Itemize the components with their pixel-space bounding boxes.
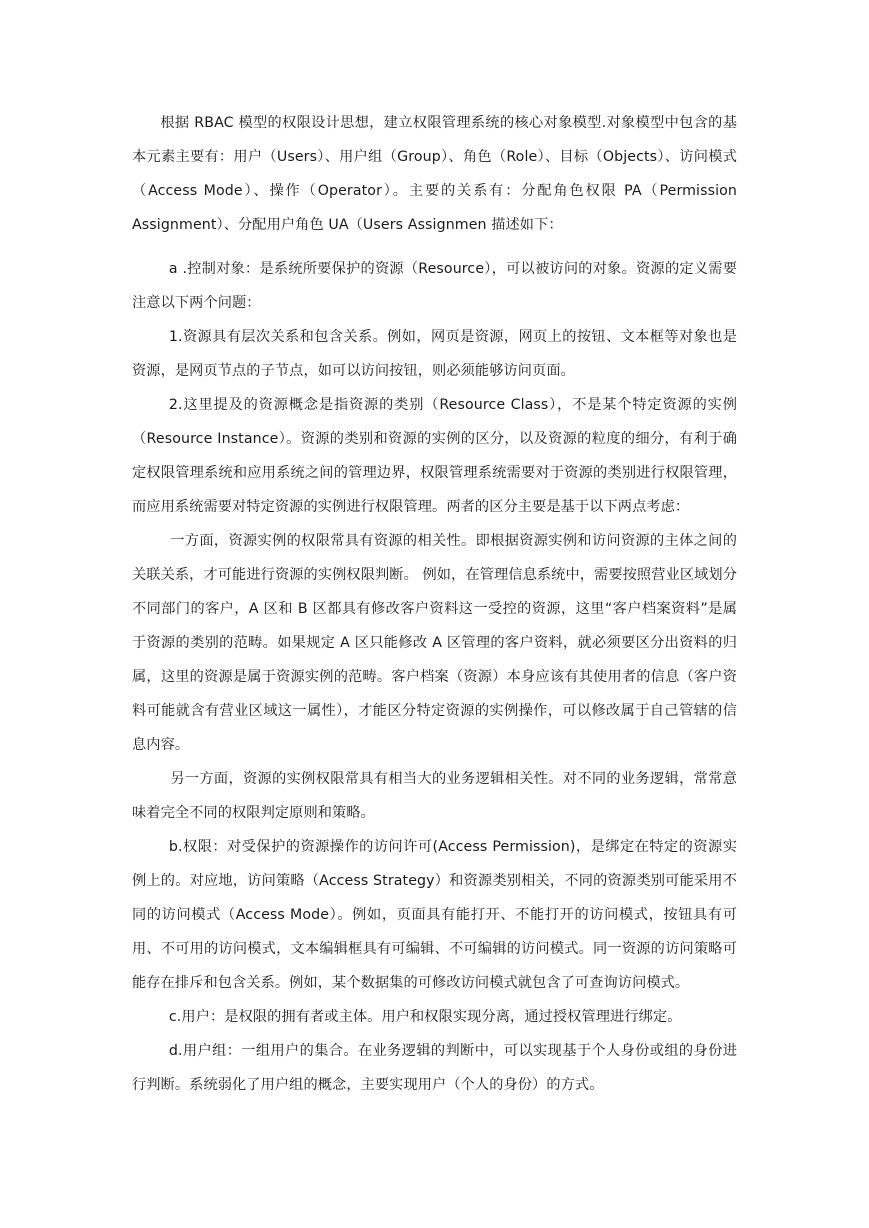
paragraph-resource-class: 2.这里提及的资源概念是指资源的类别（Resource Class），不是某个特定资源的实例（Resource Instance）。资源的类别和资源的实例的区分，以及资源的粒度的细分，有利于确定权限管理系统和应用系统之间的管理边界，权限管理系统需要对于资源的类别进行权限管理，而应用系统需要对特定资源的实例进行权限管理。两者的区分主要是基于以下两点考虑：: [132, 397, 737, 515]
paragraph-instance-relevance: 一方面，资源实例的权限常具有资源的相关性。即根据资源实例和访问资源的主体之间的关联关系，才可能进行资源的实例权限判断。 例如，在管理信息系统中，需要按照营业区域划分不同部门的客户，A 区和 B 区都具有修改客户资料这一受控的资源，这里“客户档案资料”是属于资源的类别的范畴。如果规定 A 区只能修改 A 区管理的客户资料，就必须要区分出资料的归属，这里的资源是属于资源实例的范畴。客户档案（资源）本身应该有其使用者的信息（客户资料可能就含有营业区域这一属性），才能区分特定资源的实例操作，可以修改属于自己管辖的信息内容。: [132, 533, 737, 753]
document-page: [132, 106, 737, 1102]
paragraph-user: c.用户：是权限的拥有者或主体。用户和权限实现分离，通过授权管理进行绑定。: [168, 1009, 682, 1025]
paragraph-resource-hierarchy: 1.资源具有层次关系和包含关系。例如，网页是资源，网页上的按钮、文本框等对象也是资源，是网页节点的子节点，如可以访问按钮，则必须能够访问页面。: [132, 329, 737, 379]
paragraph-business-logic: 另一方面，资源的实例权限常具有相当大的业务逻辑相关性。对不同的业务逻辑，常常意味着完全不同的权限判定原则和策略。: [132, 771, 737, 821]
paragraph-control-object: a .控制对象：是系统所要保护的资源（Resource），可以被访问的对象。资源的定义需要注意以下两个问题：: [132, 261, 737, 311]
intro-paragraph: 根据 RBAC 模型的权限设计思想，建立权限管理系统的核心对象模型.对象模型中包含的基本元素主要有：用户（Users）、用户组（Group）、角色（Role）、目标（Objects）、访问模式（Access Mode）、操作（Operator）。主要的关系有：分配角色权限 PA（Permission Assignment）、分配用户角色 UA（Users Assignmen 描述如下：: [132, 115, 737, 233]
paragraph-permission: b.权限：对受保护的资源操作的访问许可(Access Permission)，是绑定在特定的资源实例上的。对应地，访问策略（Access Strategy）和资源类别相关，不同的资源类别可能采用不同的访问模式（Access Mode）。例如，页面具有能打开、不能打开的访问模式，按钮具有可用、不可用的访问模式，文本编辑框具有可编辑、不可编辑的访问模式。同一资源的访问策略可能存在排斥和包含关系。例如，某个数据集的可修改访问模式就包含了可查询访问模式。: [132, 839, 737, 991]
paragraph-user-group: d.用户组：一组用户的集合。在业务逻辑的判断中，可以实现基于个人身份或组的身份进行判断。系统弱化了用户组的概念，主要实现用户（个人的身份）的方式。: [132, 1043, 737, 1093]
